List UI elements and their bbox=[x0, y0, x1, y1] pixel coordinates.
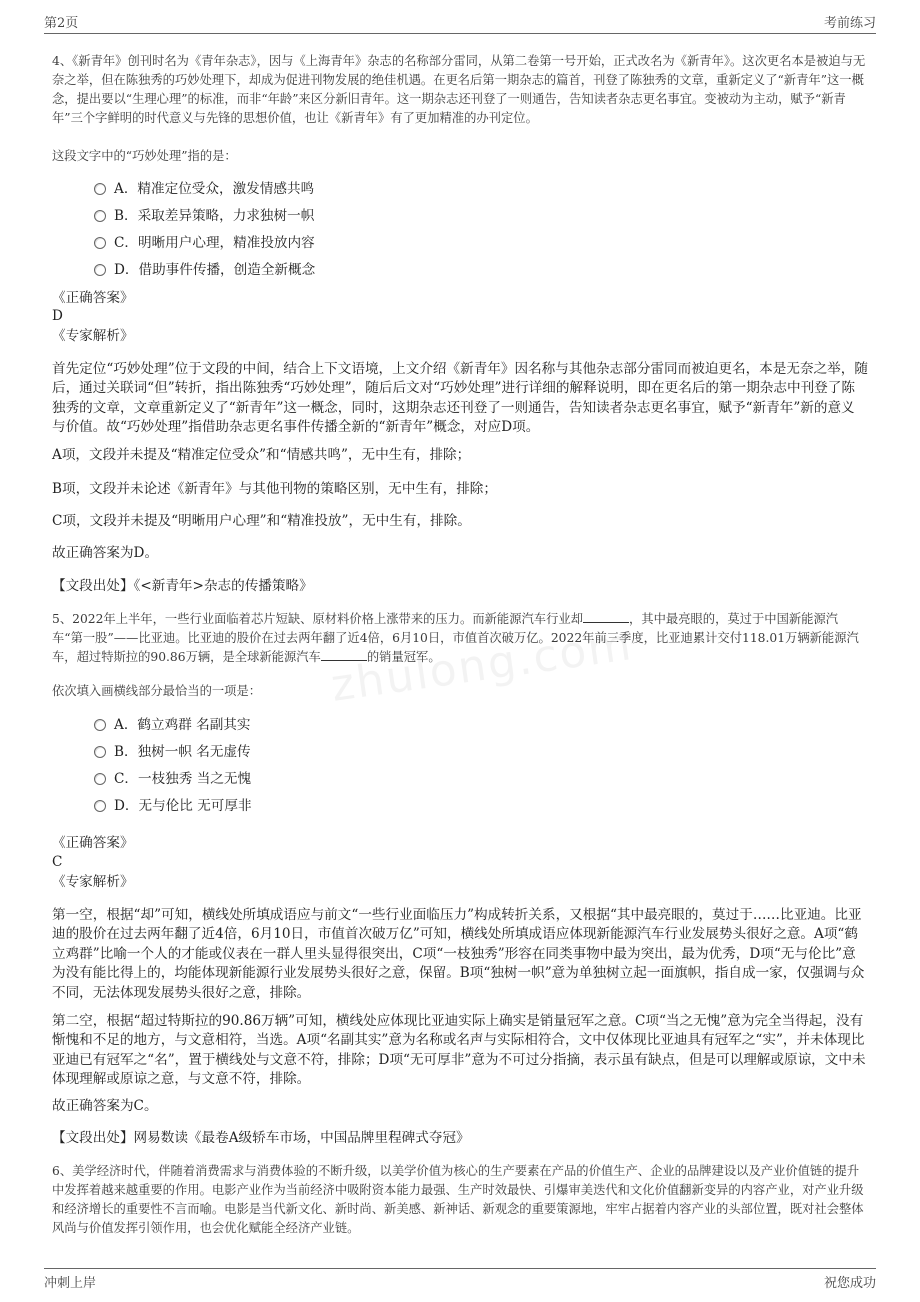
q4-answer-label: 《正确答案》 bbox=[52, 290, 134, 306]
q4-analysis-c: C项，文段并未提及“明晰用户心理”和“精准投放”，无中生有，排除。 bbox=[52, 513, 471, 529]
q4-option-c[interactable] bbox=[94, 234, 315, 252]
radio-icon[interactable] bbox=[94, 237, 106, 249]
q4-passage: 4、《新青年》创刊时名为《青年杂志》，因与《上海青年》杂志的名称部分雷同，从第二卷第一号开始，正式改名为《新青年》。这次更名本是被迫与无奈之举，但在陈独秀的巧妙处理下，却成为促进刊物发展的绝佳机遇。在更名后第一期杂志的篇首，刊登了陈独秀的文章，重新定义了“新青年”这一概念，提出要以“生理心理”的标准，而非“年龄”来区分新旧青年。这一期杂志还刊登了一则通告，告知读者杂志更名事宜。变被动为主动，赋予“新青年”三个字鲜明的时代意义与先锋的思想价值，也让《新青年》有了更加精准的办刊定位。 bbox=[52, 54, 866, 125]
page-number: 第2页 bbox=[44, 16, 79, 31]
q5-analysis-blank1: 第一空，根据“却”可知，横线处所填成语应与前文“一些行业面临压力”构成转折关系，又根据“其中最亮眼的，莫过于……比亚迪。比亚迪的股价在过去两年翻了近4倍，6月10日，市值首次破万亿”可知，横线处所填成语应体现新能源汽车行业发展势头很好之意。A项“鹤立鸡群”比喻一个人的才能或仪表在一群人里头显得很突出，C项“一枝独秀”形容在同类事物中最为突出，最为优秀，D项“无与伦比”意为没有能比得上的，均能体现新能源行业发展势头很好之意，保留。B项“独树一帜”意为单独树立起一面旗帜，指自成一家，仅强调与众不同，无法体现发展势头很好之意，排除。 bbox=[52, 907, 865, 1001]
q4-analysis-para: 首先定位“巧妙处理”位于文段的中间，结合上下文语境，上文介绍《新青年》因名称与其他杂志部分雷同而被迫更名，本是无奈之举，随后，通过关联词“但”转折，指出陈独秀“巧妙处理”，随后后文对“巧妙处理”进行详细的解释说明，即在更名后的第一期杂志中刊登了陈独秀的文章，文章重新定义了“新青年”这一概念，同时，这期杂志还刊登了一则通告，告知读者杂志更名事宜，赋予“新青年”新的意义与价值。故“巧妙处理”指借助杂志更名事件传播全新的“新青年”概念，对应D项。 bbox=[52, 361, 868, 436]
radio-icon[interactable] bbox=[94, 800, 106, 812]
q5-source: 【文段出处】网易数读《最卷A级轿车市场，中国品牌里程碑式夺冠》 bbox=[52, 1130, 470, 1146]
option-label: C．明晰用户心理，精准投放内容 bbox=[114, 235, 315, 251]
footer-divider bbox=[44, 1268, 876, 1269]
footer-left: 冲刺上岸 bbox=[44, 1276, 97, 1291]
option-label: D．无与伦比 无可厚非 bbox=[114, 798, 252, 814]
radio-icon[interactable] bbox=[94, 210, 106, 222]
q5-passage-part1: 5、2022年上半年，一些行业面临着芯片短缺、原材料价格上涨带来的压力。而新能源汽车行业却 bbox=[52, 612, 583, 626]
blank-line bbox=[321, 648, 367, 661]
q5-option-c[interactable] bbox=[94, 770, 251, 788]
q5-passage-part3: 的销量冠军。 bbox=[366, 650, 441, 664]
header-divider bbox=[44, 33, 876, 34]
q4-option-d[interactable] bbox=[94, 261, 315, 279]
option-label: C．一枝独秀 当之无愧 bbox=[114, 771, 252, 787]
footer-right: 祝您成功 bbox=[823, 1276, 876, 1291]
q5-option-b[interactable] bbox=[94, 743, 251, 761]
header-title: 考前练习 bbox=[823, 16, 876, 31]
radio-icon[interactable] bbox=[94, 264, 106, 276]
q4-conclusion: 故正确答案为D。 bbox=[52, 545, 159, 561]
radio-icon[interactable] bbox=[94, 719, 106, 731]
q4-source: 【文段出处】《<新青年>杂志的传播策略》 bbox=[52, 578, 313, 594]
q4-analysis-b: B项，文段并未论述《新青年》与其他刊物的策略区别，无中生有，排除； bbox=[52, 481, 497, 497]
q4-option-a[interactable] bbox=[94, 180, 314, 198]
q4-analysis-a: A项，文段并未提及“精准定位受众”和“情感共鸣”，无中生有，排除； bbox=[52, 447, 471, 463]
option-label: B．采取差异策略，力求独树一帜 bbox=[114, 208, 315, 224]
option-label: B．独树一帜 名无虚传 bbox=[114, 744, 251, 760]
option-label: D．借助事件传播，创造全新概念 bbox=[114, 262, 316, 278]
radio-icon[interactable] bbox=[94, 773, 106, 785]
q4-question: 这段文字中的“巧妙处理”指的是： bbox=[52, 149, 237, 163]
q5-option-d[interactable] bbox=[94, 797, 252, 815]
q5-passage bbox=[52, 610, 868, 667]
q5-analysis-label: 《专家解析》 bbox=[52, 874, 134, 890]
q5-option-a[interactable] bbox=[94, 716, 250, 734]
q5-answer-label: 《正确答案》 bbox=[52, 835, 134, 851]
q4-analysis-label: 《专家解析》 bbox=[52, 328, 134, 344]
q5-question: 依次填入画横线部分最恰当的一项是： bbox=[52, 684, 262, 698]
q5-conclusion: 故正确答案为C。 bbox=[52, 1098, 158, 1114]
q6-passage: 6、美学经济时代，伴随着消费需求与消费体验的不断升级，以美学价值为核心的生产要素在产品的价值生产、企业的品牌建设以及产业价值链的提升中发挥着越来越重要的作用。电影产业作为当前经济中吸附资本能力最强、生产时效最快、引爆审美迭代和文化价值翻新变异的内容产业，对产业升级和经济增长的重要性不言而喻。电影是当代新文化、新时尚、新美感、新神话、新观念的重要策源地，牢牢占据着内容产业的头部位置，既对社会整体风尚与价值发挥引领作用，也会优化赋能全经济产业链。 bbox=[52, 1164, 864, 1235]
q4-option-b[interactable] bbox=[94, 207, 314, 225]
q4-answer: D bbox=[52, 308, 63, 324]
radio-icon[interactable] bbox=[94, 746, 106, 758]
option-label: A．鹤立鸡群 名副其实 bbox=[114, 717, 251, 733]
q5-passage-part2: ，其中最亮眼的，莫过于中国新能源汽车“第一股”——比亚迪。比亚迪的股价在过去两年翻了近4倍，6月10日，市值首次破万亿。2022年前三季度，比亚迪累计交付118.01万辆新能源汽车，超过特斯拉的90.86万辆，是全球新能源汽车 bbox=[52, 612, 859, 664]
q5-answer: C bbox=[52, 854, 63, 870]
q5-analysis-blank2: 第二空，根据“超过特斯拉的90.86万辆”可知，横线处应体现比亚迪实际上确实是销量冠军之意。C项“当之无愧”意为完全当得起，没有惭愧和不足的地方，与文意相符，当选。A项“名副其实”意为名称或名声与实际相符合，文中仅体现比亚迪具有冠军之“实”，并未体现比亚迪已有冠军之“名”，置于横线处与文意不符，排除；D项“无可厚非”意为不可过分指摘，表示虽有缺点，但是可以理解或原谅，文中未体现理解或原谅之意，与文意不符，排除。 bbox=[52, 1013, 866, 1088]
option-label: A．精准定位受众，激发情感共鸣 bbox=[114, 181, 315, 197]
blank-line bbox=[583, 610, 629, 623]
radio-icon[interactable] bbox=[94, 183, 106, 195]
